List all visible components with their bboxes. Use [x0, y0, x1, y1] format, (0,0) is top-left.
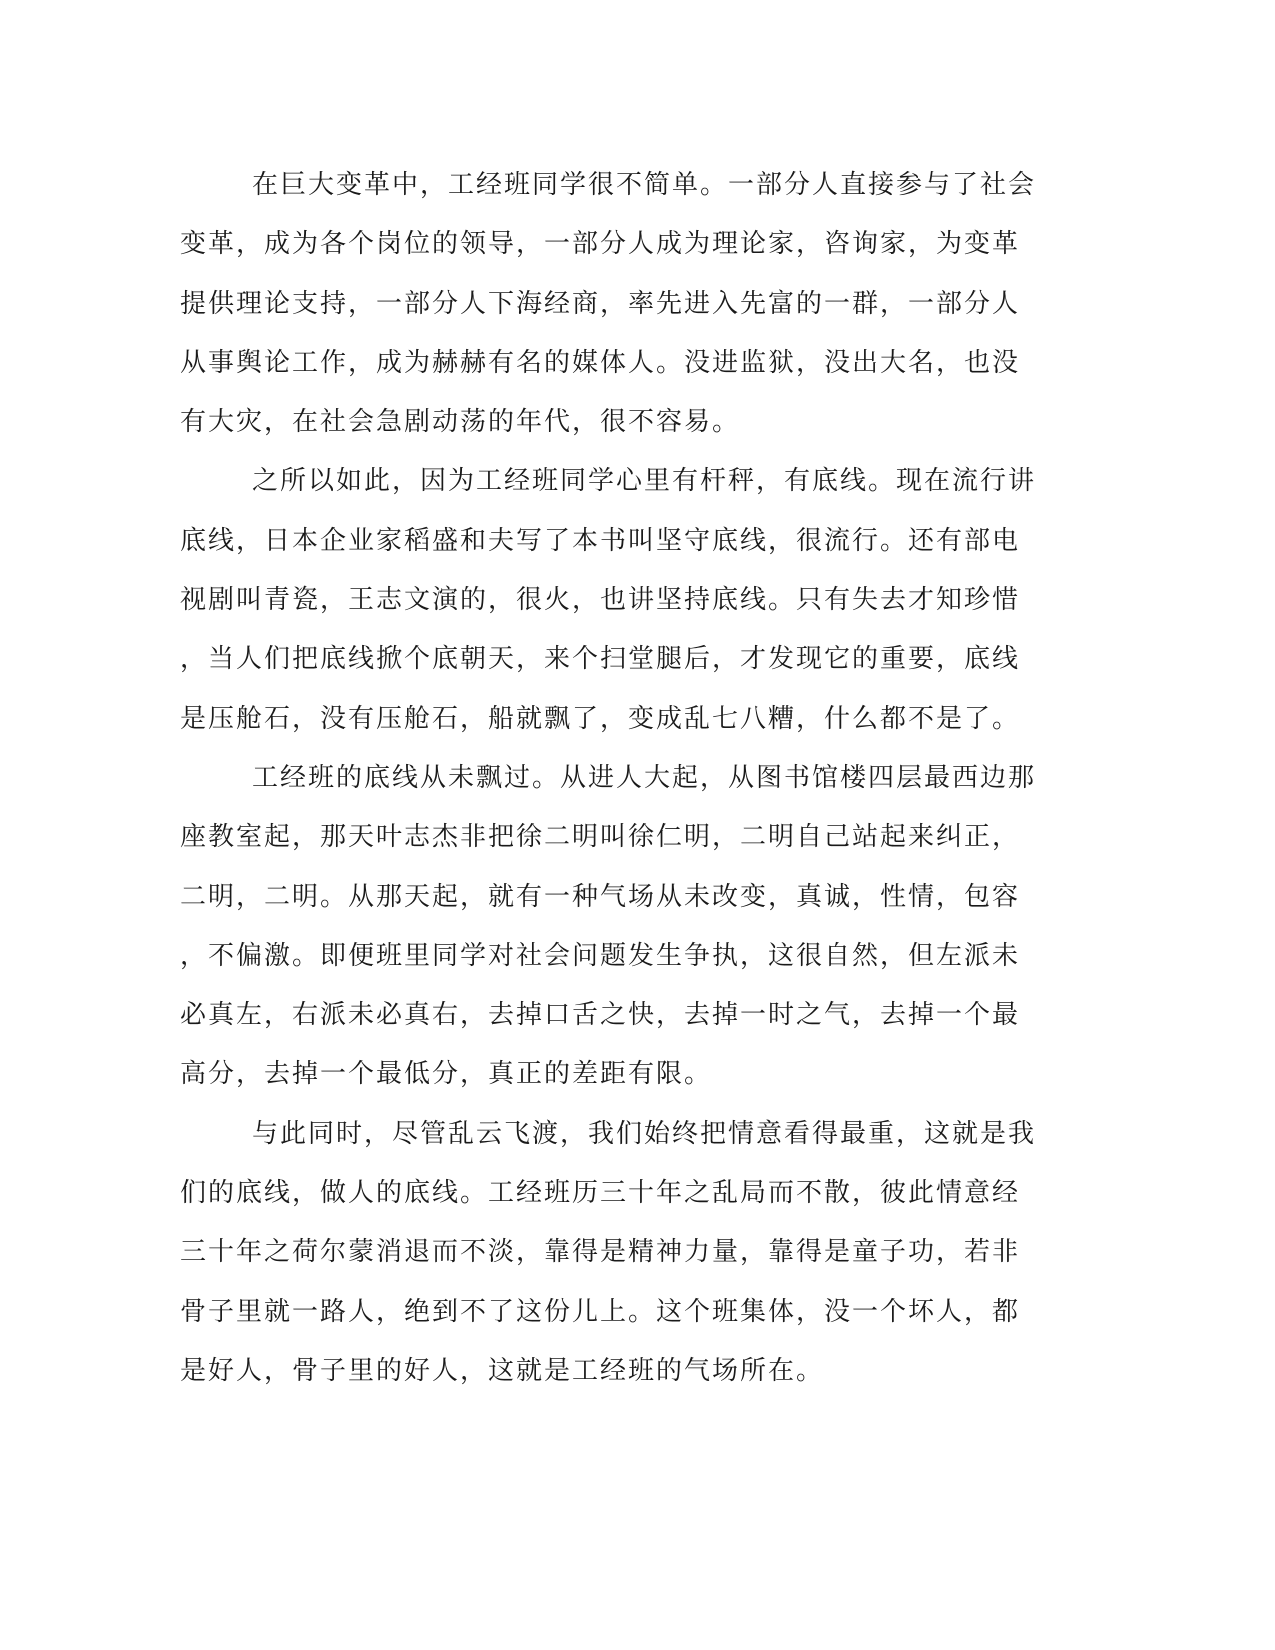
paragraph	[180, 749, 1040, 1105]
paragraph	[180, 156, 1040, 452]
text-line: 座教室起，那天叶志杰非把徐二明叫徐仁明，二明自己站起来纠正，	[180, 822, 1021, 853]
text-line: 们的底线，做人的底线。工经班历三十年之乱局而不散，彼此情意经	[180, 1178, 1021, 1209]
text-line: 必真左，右派未必真右，去掉口舌之快，去掉一时之气，去掉一个最	[180, 1000, 1021, 1031]
text-line: 三十年之荷尔蒙消退而不淡，靠得是精神力量，靠得是童子功，若非	[180, 1237, 1021, 1268]
text-line: 二明，二明。从那天起，就有一种气场从未改变，真诚，性情，包容	[180, 881, 1021, 912]
body-text	[180, 156, 1040, 1401]
text-line: 与此同时，尽管乱云飞渡，我们始终把情意看得最重，这就是我	[252, 1118, 1037, 1149]
text-line: ，当人们把底线掀个底朝天，来个扫堂腿后，才发现它的重要，底线	[180, 644, 1021, 675]
text-line: 骨子里就一路人，绝到不了这份儿上。这个班集体，没一个坏人，都	[180, 1296, 1021, 1327]
text-line: 有大灾，在社会急剧动荡的年代，很不容易。	[180, 407, 741, 438]
text-line: ，不偏激。即便班里同学对社会问题发生争执，这很自然，但左派未	[180, 940, 1021, 971]
text-line: 在巨大变革中，工经班同学很不简单。一部分人直接参与了社会	[252, 170, 1037, 200]
text-line: 高分，去掉一个最低分，真正的差距有限。	[180, 1059, 713, 1090]
text-line: 从事舆论工作，成为赫赫有名的媒体人。没进监狱，没出大名，也没	[180, 347, 1021, 378]
text-line: 之所以如此，因为工经班同学心里有杆秤，有底线。现在流行讲	[252, 466, 1037, 497]
text-line: 工经班的底线从未飘过。从进人大起，从图书馆楼四层最西边那	[252, 762, 1037, 793]
paragraph	[180, 1105, 1040, 1401]
text-line: 变革，成为各个岗位的领导，一部分人成为理论家，咨询家，为变革	[180, 229, 1021, 260]
text-line: 视剧叫青瓷，王志文演的，很火，也讲坚持底线。只有失去才知珍惜	[180, 585, 1021, 616]
text-line: 提供理论支持，一部分人下海经商，率先进入先富的一群，一部分人	[180, 288, 1021, 319]
text-line: 是好人，骨子里的好人，这就是工经班的气场所在。	[180, 1355, 825, 1386]
text-line: 底线，日本企业家稻盛和夫写了本书叫坚守底线，很流行。还有部电	[180, 525, 1021, 556]
text-line: 是压舱石，没有压舱石，船就飘了，变成乱七八糟，什么都不是了。	[180, 703, 1021, 734]
paragraph	[180, 452, 1040, 748]
